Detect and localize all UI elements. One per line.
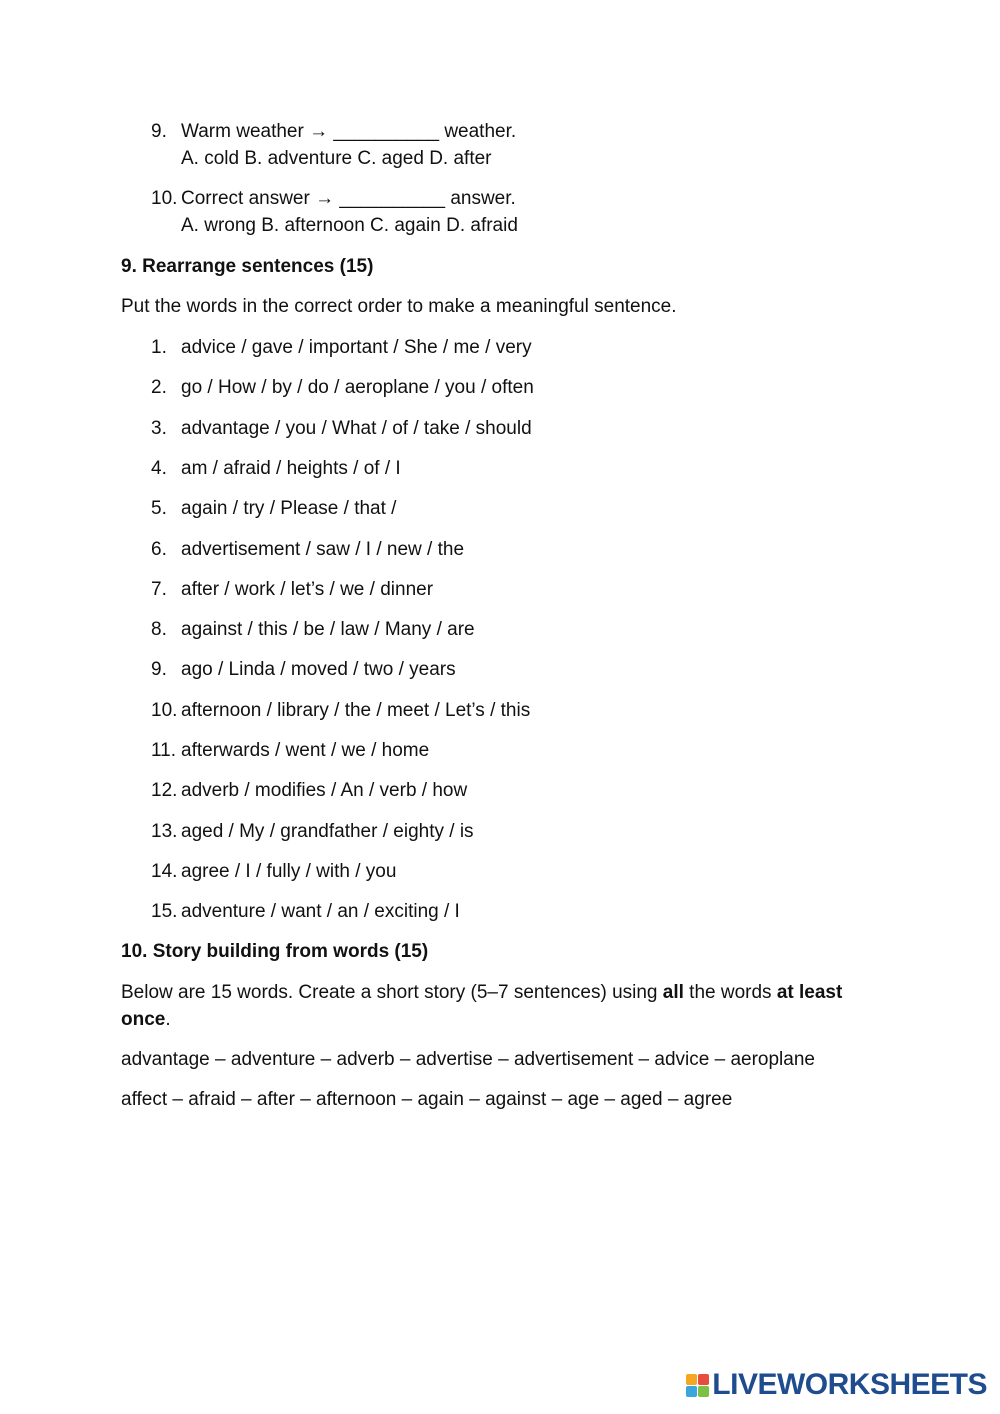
logo-square [686,1386,697,1397]
item-number: 9. [151,659,167,681]
rearrange-item [151,861,396,883]
item-number: 6. [151,538,167,560]
item-number: 5. [151,498,167,520]
item-text: afternoon / library / the / meet / Let’s / this [181,699,531,721]
section-instruction-rearrange: Put the words in the correct order to make a meaningful sentence. [121,296,677,317]
word-list-line: affect – afraid – after – afternoon – again – against – age – aged – agree [121,1089,733,1110]
item-text: advantage / you / What / of / take / should [181,417,532,439]
item-number: 13. [151,820,178,842]
question-options: A. wrong B. afternoon C. again D. afraid [181,215,518,236]
item-number: 1. [151,337,167,358]
item-number: 15. [151,901,178,923]
item-number: 7. [151,578,167,600]
item-number: 12. [151,780,178,802]
item-text: against / this / be / law / Many / are [181,619,475,641]
question-number: 9. [151,121,167,142]
question-number: 10. [151,188,178,209]
item-text: after / work / let’s / we / dinner [181,578,434,600]
question-prompt: Correct answer → __________ answer. [181,188,516,209]
instruction-text: . [165,1009,171,1030]
rearrange-item [151,579,433,601]
item-number: 2. [151,377,167,399]
instruction-text: Below are 15 words. Create a short story (5–7 sentences) using [121,982,663,1003]
rearrange-item [151,377,534,399]
logo-square [686,1374,697,1385]
rearrange-item [151,901,460,923]
rearrange-item [151,659,456,681]
item-text: ago / Linda / moved / two / years [181,659,456,681]
item-text: adventure / want / an / exciting / I [181,901,460,923]
item-number: 11. [151,740,177,761]
item-text: afterwards / went / we / home [181,740,430,761]
instruction-text: the words [683,982,777,1003]
item-number: 14. [151,860,178,882]
section-heading-rearrange: 9. Rearrange sentences (15) [121,256,374,277]
rearrange-item [151,498,396,520]
rearrange-item [151,740,429,762]
item-text: agree / I / fully / with / you [181,860,397,882]
question-options: A. cold B. adventure C. aged D. after [181,148,492,169]
section-heading-story: 10. Story building from words (15) [121,941,429,962]
rearrange-item [151,539,464,561]
question-prompt: Warm weather → __________ weather. [181,121,517,142]
instruction-emphasis: all [662,982,684,1003]
logo-square [698,1386,709,1397]
item-text: again / try / Please / that / [181,498,397,520]
item-number: 10. [151,699,178,721]
rearrange-item [151,458,401,480]
rearrange-item [151,418,532,440]
logo-square [698,1374,709,1385]
word-list-line: advantage – adventure – adverb – advertise – advertisement – advice – aeroplane [121,1049,815,1070]
rearrange-item [151,821,474,843]
rearrange-item [151,700,530,722]
logo-text: LIVEWORKSHEETS [712,1368,987,1401]
item-text: adverb / modifies / An / verb / how [181,780,468,802]
item-number: 3. [151,417,167,439]
item-text: aged / My / grandfather / eighty / is [181,820,474,842]
item-number: 4. [151,457,167,479]
item-text: am / afraid / heights / of / I [181,457,401,479]
item-text: advice / gave / important / She / me / very [181,337,532,358]
section-instruction-story [121,979,881,1033]
rearrange-item [151,780,467,802]
liveworksheets-logo [686,1368,987,1402]
item-number: 8. [151,619,167,641]
rearrange-item [151,337,532,359]
liveworksheets-logo-icon [686,1374,709,1397]
rearrange-item [151,619,475,641]
instruction-emphasis: at least once [121,982,843,1030]
item-text: go / How / by / do / aeroplane / you / often [181,377,534,399]
item-text: advertisement / saw / I / new / the [181,538,465,560]
